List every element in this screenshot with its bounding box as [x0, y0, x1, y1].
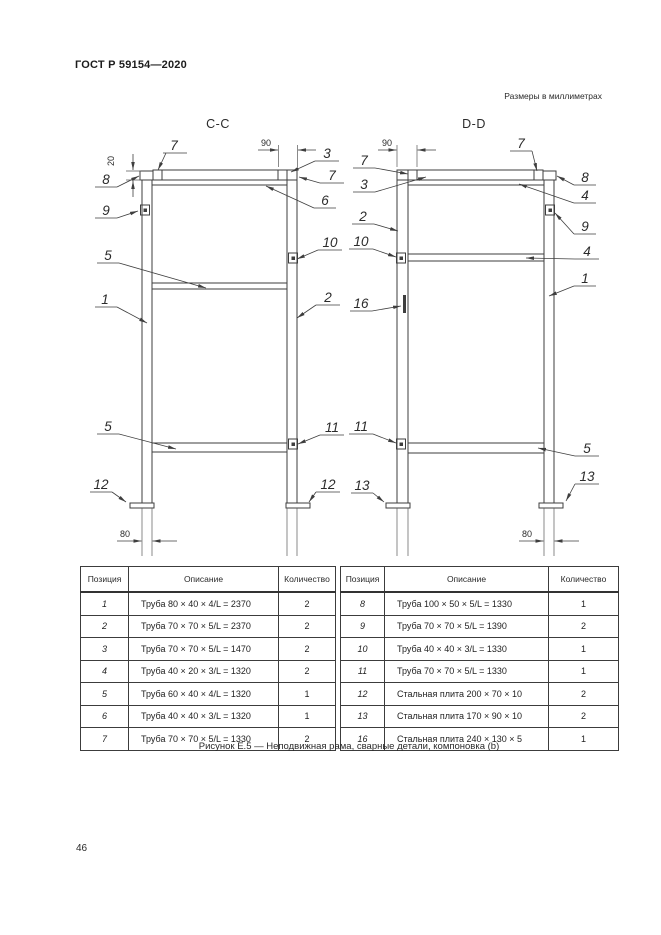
dd-dimension-80	[519, 529, 579, 541]
cell-position: 8	[341, 592, 385, 615]
cc-callout-7-right	[299, 168, 344, 183]
cell-position: 1	[81, 592, 129, 615]
dd-callout-10	[349, 234, 396, 257]
parts-table-right	[340, 566, 619, 751]
position-label: 5	[583, 441, 591, 456]
position-label: 11	[353, 419, 369, 434]
cell-description: Труба 70 × 70 × 5/L = 1470	[129, 638, 279, 661]
position-label: 2	[359, 209, 367, 224]
table-row	[341, 592, 619, 615]
view-dd-title: D-D	[462, 117, 486, 131]
dd-connector-9	[546, 205, 555, 215]
cc-dim-20-value: 20	[106, 155, 116, 167]
cc-callout-8	[95, 172, 139, 187]
dd-callout-7-top-left	[353, 153, 408, 174]
dd-tube-end-right	[534, 170, 543, 180]
cell-position: 5	[81, 683, 129, 706]
cell-quantity: 1	[279, 705, 336, 728]
cell-position: 4	[81, 660, 129, 683]
cc-callout-10	[297, 235, 342, 259]
cell-position: 3	[81, 638, 129, 661]
dd-right-foot-plate	[539, 503, 563, 508]
cell-description: Труба 60 × 40 × 4/L = 1320	[129, 683, 279, 706]
position-label: 5	[104, 248, 112, 263]
dd-left-foot-plate	[386, 503, 410, 508]
col-header-quantity: Количество	[279, 567, 336, 593]
position-label: 1	[581, 271, 589, 286]
cell-position: 11	[341, 660, 385, 683]
position-label: 7	[170, 138, 178, 153]
cell-position: 2	[81, 615, 129, 638]
cell-position: 16	[341, 728, 385, 751]
dd-dim-90-value: 90	[381, 138, 393, 148]
cell-position: 13	[341, 705, 385, 728]
position-label: 4	[583, 244, 591, 259]
dd-callout-7-top-right	[510, 136, 537, 171]
position-label: 16	[353, 296, 369, 311]
cc-tube-end-left	[153, 170, 162, 180]
dd-connector-11	[397, 439, 406, 449]
view-cc	[90, 117, 344, 556]
cc-callout-12-right	[309, 477, 340, 502]
position-label: 8	[102, 172, 110, 187]
cc-callout-11	[298, 420, 344, 444]
dd-dimension-90	[378, 138, 436, 167]
doc-code: ГОСТ Р 59154—2020	[75, 59, 187, 71]
dd-callout-1	[549, 271, 596, 296]
cell-description: Труба 70 × 70 × 5/L = 2370	[129, 615, 279, 638]
cc-lower-rail	[152, 443, 287, 452]
table-row	[341, 683, 619, 706]
table-row	[341, 615, 619, 638]
dd-top-cap-plate	[543, 171, 556, 180]
cell-quantity: 1	[549, 592, 619, 615]
dd-callout-4-lower	[526, 244, 599, 259]
dd-callout-8	[557, 170, 596, 185]
cc-callout-5-lower	[97, 419, 176, 449]
dd-dim-80-value: 80	[521, 529, 533, 539]
table-row	[81, 615, 336, 638]
table-row	[81, 683, 336, 706]
col-header-description: Описание	[129, 567, 279, 593]
dd-top-beam	[397, 170, 543, 180]
cell-quantity: 1	[279, 683, 336, 706]
table-row	[81, 592, 336, 615]
page-number: 46	[76, 843, 88, 854]
dd-steel-plate-16	[403, 295, 406, 313]
units-note: Размеры в миллиметрах	[504, 91, 602, 101]
dd-callout-13-right	[566, 469, 599, 501]
position-label: 2	[324, 290, 332, 305]
position-label: 12	[93, 477, 109, 492]
cc-top-beam	[153, 170, 297, 180]
cell-description: Стальная плита 170 × 90 × 10	[385, 705, 549, 728]
position-label: 13	[354, 478, 370, 493]
cc-callout-9	[95, 203, 138, 218]
position-label: 8	[581, 170, 589, 185]
dd-connector-10	[397, 253, 406, 263]
position-label: 7	[517, 136, 525, 151]
table-row	[81, 638, 336, 661]
parts-table-left	[80, 566, 336, 751]
cc-dimension-20	[106, 154, 141, 197]
view-cc-title: C-C	[206, 117, 230, 131]
cc-callout-7-top-left	[158, 138, 187, 170]
table-row	[341, 705, 619, 728]
position-label: 1	[101, 292, 109, 307]
dd-callout-4-upper	[519, 184, 596, 203]
view-dd	[349, 117, 599, 556]
position-label: 9	[102, 203, 110, 218]
cell-quantity: 2	[279, 660, 336, 683]
dd-mid-rail	[408, 254, 544, 261]
figure-caption: Рисунок Е.5 — Неподвижная рама, сварные детали, компоновка (b)	[198, 741, 500, 752]
dd-right-column	[544, 180, 554, 503]
cc-left-foot-plate	[130, 503, 154, 508]
dd-callout-16	[350, 296, 401, 311]
dd-callout-2	[352, 209, 398, 231]
position-label: 12	[320, 477, 336, 492]
dd-left-column	[397, 170, 408, 503]
cell-description: Труба 40 × 40 × 3/L = 1330	[385, 638, 549, 661]
cc-top-cap-plate	[140, 171, 153, 180]
table-row	[81, 660, 336, 683]
cc-callout-2	[297, 290, 340, 318]
col-header-position: Позиция	[81, 567, 129, 593]
cell-quantity: 1	[549, 660, 619, 683]
cell-description: Труба 100 × 50 × 5/L = 1330	[385, 592, 549, 615]
cc-left-column	[142, 180, 152, 503]
cell-quantity: 1	[549, 638, 619, 661]
cc-mid-rail	[152, 283, 287, 289]
col-header-description: Описание	[385, 567, 549, 593]
table-header-row	[81, 567, 336, 593]
col-header-position: Позиция	[341, 567, 385, 593]
cell-quantity: 2	[549, 615, 619, 638]
dd-callout-13-left	[351, 478, 384, 502]
position-label: 3	[360, 177, 368, 192]
cc-connector-11	[289, 439, 298, 449]
cell-quantity: 2	[549, 705, 619, 728]
position-label: 7	[360, 153, 368, 168]
position-label: 6	[321, 193, 329, 208]
cell-description: Труба 70 × 70 × 5/L = 1390	[385, 615, 549, 638]
cc-callout-6	[266, 186, 336, 208]
cc-dimension-80	[117, 529, 177, 541]
position-label: 11	[324, 420, 340, 435]
cell-description: Труба 80 × 40 × 4/L = 2370	[129, 592, 279, 615]
cell-quantity: 2	[279, 592, 336, 615]
cell-quantity: 2	[279, 728, 336, 751]
dd-tube-end-left	[408, 170, 417, 180]
position-label: 5	[104, 419, 112, 434]
cell-position: 9	[341, 615, 385, 638]
cc-callout-12-left	[90, 477, 126, 502]
cell-quantity: 2	[279, 638, 336, 661]
view-cc-frame	[130, 170, 310, 556]
dd-callout-5	[538, 441, 599, 456]
position-label: 10	[353, 234, 369, 249]
cc-right-foot-plate	[286, 503, 310, 508]
cell-description: Труба 70 × 70 × 5/L = 1330	[385, 660, 549, 683]
table-header-row	[341, 567, 619, 593]
cell-quantity: 1	[549, 728, 619, 751]
cell-quantity: 2	[549, 683, 619, 706]
dd-callout-11	[349, 419, 396, 443]
table-row	[81, 705, 336, 728]
position-label: 3	[323, 146, 331, 161]
position-label: 13	[579, 469, 595, 484]
cell-position: 12	[341, 683, 385, 706]
cc-dim-80-value: 80	[119, 529, 131, 539]
cell-position: 6	[81, 705, 129, 728]
cell-position: 10	[341, 638, 385, 661]
position-label: 7	[328, 168, 336, 183]
dd-callout-9	[555, 213, 596, 234]
cell-description: Труба 40 × 40 × 3/L = 1320	[129, 705, 279, 728]
cc-dimension-90	[258, 138, 316, 167]
cell-description: Стальная плита 200 × 70 × 10	[385, 683, 549, 706]
cc-connector-10	[289, 253, 298, 263]
col-header-quantity: Количество	[549, 567, 619, 593]
table-row	[341, 638, 619, 661]
cell-description: Стальная плита 240 × 130 × 5	[385, 728, 549, 751]
cc-foot-extension-lines	[142, 508, 297, 556]
cc-tube-end-right	[278, 170, 287, 180]
cc-dim-90-value: 90	[260, 138, 272, 148]
position-label: 4	[581, 188, 589, 203]
cell-position: 7	[81, 728, 129, 751]
dd-lower-rail	[408, 443, 544, 453]
cell-description: Труба 40 × 20 × 3/L = 1320	[129, 660, 279, 683]
cell-description: Труба 70 × 70 × 5/L = 1330	[129, 728, 279, 751]
position-label: 9	[581, 219, 589, 234]
table-row	[341, 660, 619, 683]
cc-callout-1	[95, 292, 147, 323]
cell-quantity: 2	[279, 615, 336, 638]
view-dd-frame	[386, 170, 563, 556]
cc-right-column	[287, 170, 297, 503]
position-label: 10	[322, 235, 338, 250]
